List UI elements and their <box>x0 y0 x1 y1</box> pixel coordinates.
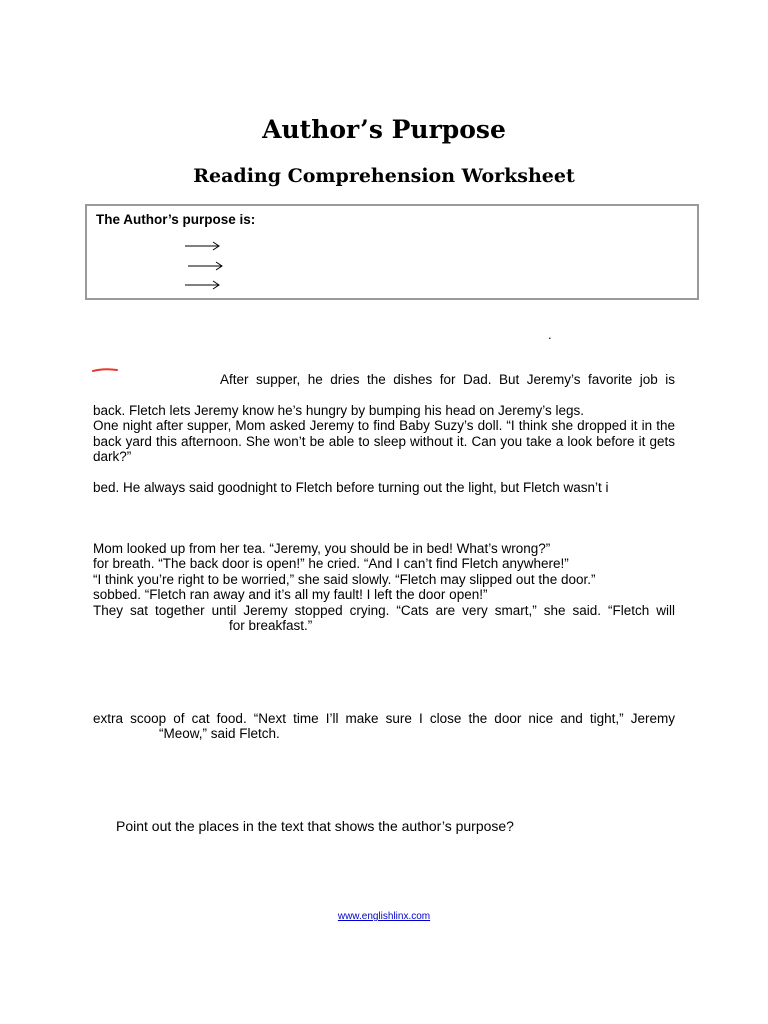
purpose-box-label: The Author’s purpose is: <box>96 212 256 227</box>
page-subtitle: Reading Comprehension Worksheet <box>193 165 575 187</box>
story-paragraph-2: One night after supper, Mom asked Jeremy to find Baby Suzy’s doll. “I think she dropped it in the back yard this afternoon. She won’t be able to sleep without it. Can you take a look before it gets dark?” <box>93 418 675 464</box>
red-pen-mark <box>92 367 118 373</box>
story-paragraph-4-line-2: for breath. “The back door is open!” he cried. “And I can’t find Fletch anywhere!” <box>93 556 569 571</box>
story-paragraph-4-line-3: “I think you’re right to be worried,” she said slowly. “Fletch may slipped out the door.” <box>93 572 596 587</box>
right-arrow-icon <box>184 240 222 252</box>
story-line-1: After supper, he dries the dishes for Dad. But Jeremy’s favorite job is <box>220 372 675 387</box>
story-paragraph-3: bed. He always said goodnight to Fletch before turning out the light, but Fletch wasn’t i <box>93 480 609 495</box>
footer-website-link[interactable]: www.englishlinx.com <box>337 911 431 922</box>
comprehension-question: Point out the places in the text that shows the author’s purpose? <box>116 818 514 834</box>
author-purpose-box <box>85 204 699 300</box>
story-paragraph-4-line-4: sobbed. “Fletch ran away and it’s all my fault! I left the door open!” <box>93 587 488 602</box>
story-paragraph-4-line-6: for breakfast.” <box>229 618 313 633</box>
story-paragraph-4-line-5: They sat together until Jeremy stopped crying. “Cats are very smart,” she said. “Fletch will <box>93 603 675 618</box>
story-paragraph-4-line-1: Mom looked up from her tea. “Jeremy, you should be in bed! What’s wrong?” <box>93 541 551 556</box>
stray-dot: . <box>548 327 552 342</box>
page-title: Author’s Purpose <box>262 115 506 144</box>
story-paragraph-1: back. Fletch lets Jeremy know he’s hungry by bumping his head on Jeremy’s legs. <box>93 403 584 418</box>
story-paragraph-5-line-1: extra scoop of cat food. “Next time I’ll make sure I close the door nice and tight,” Jeremy <box>93 711 675 726</box>
right-arrow-icon <box>184 279 222 291</box>
right-arrow-icon <box>187 260 225 272</box>
story-paragraph-5-line-2: “Meow,” said Fletch. <box>159 726 280 741</box>
